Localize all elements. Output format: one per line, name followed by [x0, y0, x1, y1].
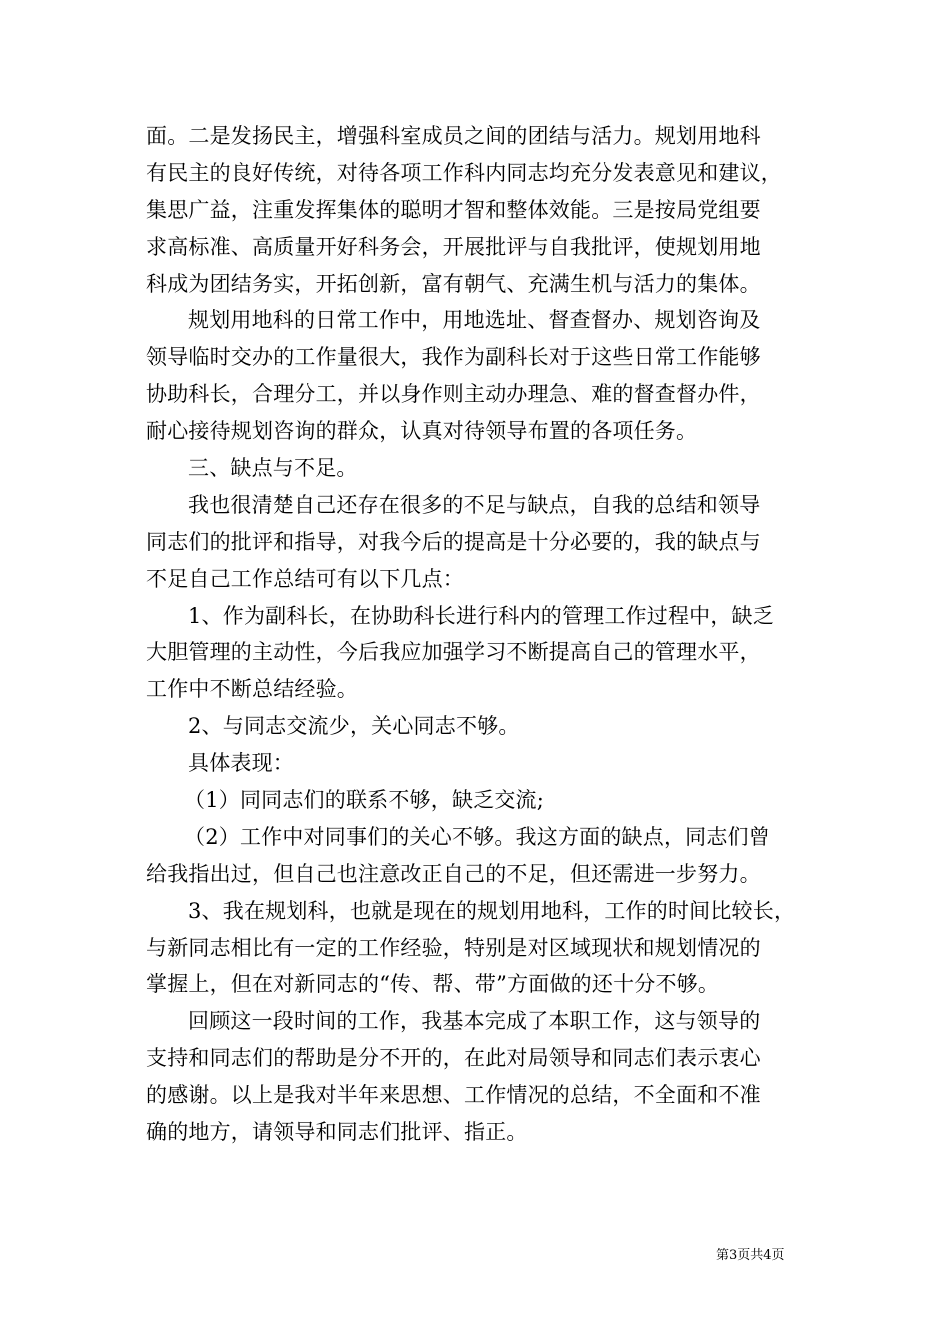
text-line: 确的地方，请领导和同志们批评、指正。	[146, 1120, 528, 1145]
sub-list-item: （2）工作中对同事们的关心不够。我这方面的缺点，同志们曾	[184, 824, 770, 849]
page-number: 第3页共4页	[716, 1248, 785, 1263]
text-line: 与新同志相比有一定的工作经验，特别是对区域现状和规划情况的	[146, 935, 761, 960]
text-line: 不足自己工作总结可有以下几点：	[146, 566, 464, 591]
text-line: 面。二是发扬民主，增强科室成员之间的团结与活力。规划用地科	[146, 124, 761, 148]
list-item: 2、与同志交流少，关心同志不够。	[188, 714, 520, 739]
list-item: 3、我在规划科，也就是现在的规划用地科，工作的时间比较长，	[188, 898, 796, 923]
text-line: 支持和同志们的帮助是分不开的，在此对局领导和同志们表示衷心	[146, 1046, 761, 1071]
paragraph-first-line: 回顾这一段时间的工作，我基本完成了本职工作，这与领导的	[188, 1009, 761, 1034]
paragraph-first-line: 我也很清楚自己还存在很多的不足与缺点，自我的总结和领导	[188, 492, 761, 517]
text-line: 集思广益，注重发挥集体的聪明才智和整体效能。三是按局党组要	[146, 197, 761, 222]
text-line: 给我指出过，但自己也注意改正自己的不足，但还需进一步努力。	[146, 861, 761, 886]
text-line: 大胆管理的主动性，今后我应加强学习不断提高自己的管理水平，	[146, 640, 761, 665]
text-line: 有民主的良好传统，对待各项工作科内同志均充分发表意见和建议，	[146, 160, 782, 185]
list-item: 1、作为副科长，在协助科长进行科内的管理工作过程中，缺乏	[188, 603, 774, 628]
section-heading: 三、缺点与不足。	[188, 456, 358, 481]
text-line: 协助科长，合理分工，并以身作则主动办理急、难的督查督办件，	[146, 382, 761, 407]
text-line: 求高标准、高质量开好科务会，开展批评与自我批评，使规划用地	[146, 234, 761, 259]
text-line: 耐心接待规划咨询的群众，认真对待领导布置的各项任务。	[146, 419, 698, 444]
paragraph-first-line: 规划用地科的日常工作中，用地选址、督查督办、规划咨询及	[188, 308, 761, 333]
text-line: 工作中不断总结经验。	[146, 677, 358, 702]
text-line: 掌握上，但在对新同志的“传、帮、带”方面做的还十分不够。	[146, 972, 720, 997]
text-line: 领导临时交办的工作量很大，我作为副科长对于这些日常工作能够	[146, 345, 761, 370]
sub-list-item: （1）同同志们的联系不够，缺乏交流;	[184, 788, 545, 813]
paragraph-first-line: 具体表现：	[188, 751, 294, 776]
document-body	[146, 118, 816, 1151]
text-line: 的感谢。以上是我对半年来思想、工作情况的总结，不全面和不准	[146, 1083, 761, 1108]
text-line: 同志们的批评和指导，对我今后的提高是十分必要的，我的缺点与	[146, 529, 761, 554]
text-line: 科成为团结务实，开拓创新，富有朝气、充满生机与活力的集体。	[146, 271, 761, 296]
